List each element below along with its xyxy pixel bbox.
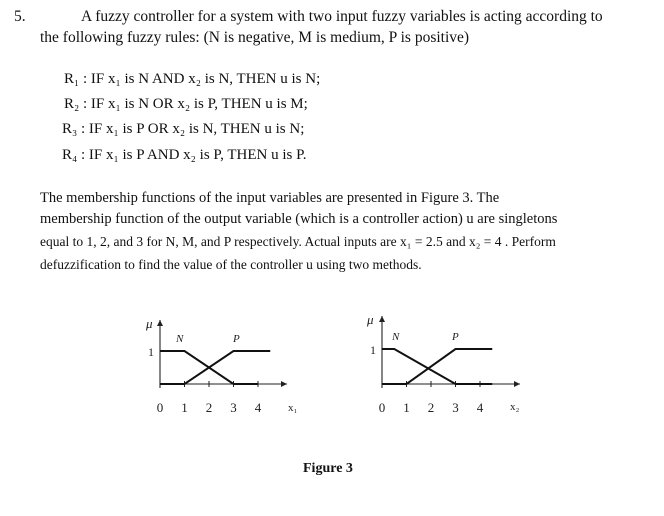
- paragraph-line-3: equal to 1, 2, and 3 for N, M, and P respectively. Actual inputs are x₁ = 2.5 and x₂ = 4 . Perform: [40, 234, 556, 249]
- rule-2: R₂ : IF x₁ is N OR x₂ is P, THEN u is M;: [64, 96, 308, 112]
- problem-number: 5.: [14, 8, 26, 25]
- x-tick-label: 0: [378, 400, 386, 415]
- y-axis-arrow: [157, 320, 163, 326]
- set-label-p: P: [452, 331, 459, 343]
- x-tick-label: 1: [403, 400, 410, 415]
- problem-line-2: the following fuzzy rules: (N is negative, M is medium, P is positive): [40, 29, 470, 46]
- figure-caption: Figure 3: [303, 461, 353, 476]
- x-tick-label: 4: [254, 400, 262, 415]
- paragraph-line-4: defuzzification to find the value of the controller u using two methods.: [40, 257, 422, 272]
- paragraph-line-1: The membership functions of the input variables are presented in Figure 3. The: [40, 190, 500, 206]
- set-label-n: N: [392, 331, 400, 343]
- rule-3: R₃ : IF x₁ is P OR x₂ is N, THEN u is N;: [62, 121, 305, 137]
- x-axis-label: x₂: [510, 401, 520, 413]
- set-label-n: N: [176, 333, 184, 345]
- x-axis-arrow: [281, 381, 287, 387]
- x-tick-label: 2: [205, 400, 213, 415]
- paragraph-line-2: membership function of the output variable (which is a controller action) u are singletons: [40, 211, 558, 227]
- set-label-p: P: [233, 333, 240, 345]
- y-axis-arrow: [379, 316, 385, 322]
- y-tick-label: 1: [148, 345, 154, 359]
- membership-figure: [0, 280, 664, 440]
- x-tick-label: 3: [230, 400, 237, 415]
- x-tick-label: 4: [476, 400, 484, 415]
- x-axis-arrow: [514, 381, 520, 387]
- membership-curve-n: [382, 349, 492, 384]
- y-axis-symbol: μ: [367, 312, 374, 327]
- y-tick-label: 1: [370, 343, 376, 357]
- membership-curve-p: [382, 349, 492, 384]
- x-tick-label: 2: [427, 400, 435, 415]
- x-axis-label: x₁: [288, 402, 298, 414]
- x-tick-label: 1: [181, 400, 188, 415]
- membership-curve-p: [160, 351, 270, 384]
- x-tick-label: 3: [452, 400, 459, 415]
- y-axis-symbol: μ: [146, 316, 153, 331]
- problem-line-1: A fuzzy controller for a system with two input fuzzy variables is acting according to: [81, 8, 603, 25]
- rule-4: R₄ : IF x₁ is P AND x₂ is P, THEN u is P.: [62, 147, 307, 163]
- x-tick-label: 0: [156, 400, 164, 415]
- rule-1: R₁ : IF x₁ is N AND x₂ is N, THEN u is N;: [64, 71, 321, 87]
